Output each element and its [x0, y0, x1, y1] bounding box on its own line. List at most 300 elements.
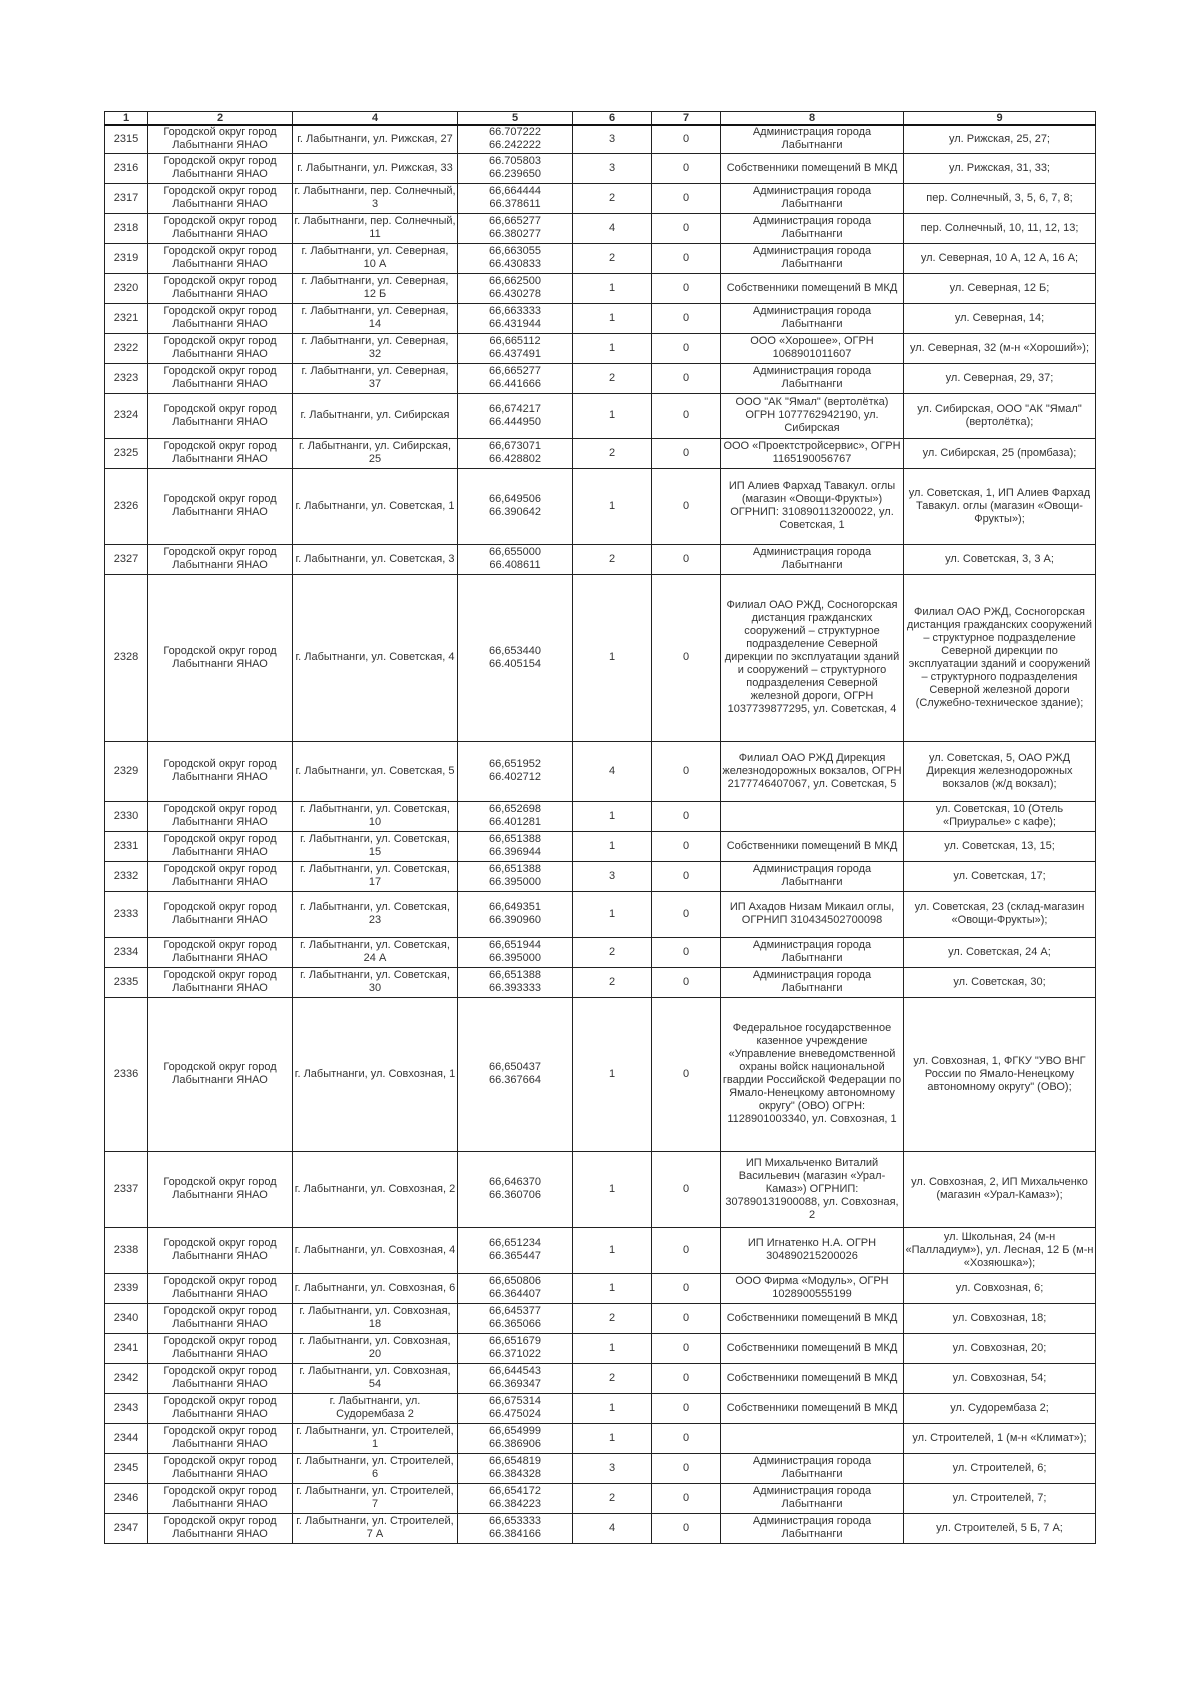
cell-owner: Администрация города Лабытнанги [721, 125, 904, 153]
cell-address: г. Лабытнанги, ул. Советская, 30 [293, 967, 458, 997]
cell-address: г. Лабытнанги, ул. Советская, 1 [293, 468, 458, 544]
cell-count-col-7: 0 [652, 997, 721, 1151]
cell-served-objects: ул. Северная, 12 Б; [904, 273, 1096, 303]
cell-served-objects: ул. Совхозная, 20; [904, 1333, 1096, 1363]
cell-municipality: Городской округ город Лабытнанги ЯНАО [148, 801, 293, 831]
cell-coordinates: 66,649351 66.390960 [458, 891, 573, 937]
cell-count-col-6: 1 [573, 997, 652, 1151]
cell-address: г. Лабытнанги, ул. Советская, 23 [293, 891, 458, 937]
cell-count-col-6: 4 [573, 1513, 652, 1543]
cell-municipality: Городской округ город Лабытнанги ЯНАО [148, 891, 293, 937]
cell-count-col-6: 1 [573, 273, 652, 303]
cell-row-number: 2344 [105, 1423, 148, 1453]
cell-row-number: 2340 [105, 1303, 148, 1333]
cell-coordinates: 66,649506 66.390642 [458, 468, 573, 544]
cell-row-number: 2315 [105, 125, 148, 153]
cell-coordinates: 66,645377 66.365066 [458, 1303, 573, 1333]
cell-coordinates: 66,651944 66.395000 [458, 937, 573, 967]
cell-count-col-7: 0 [652, 333, 721, 363]
cell-owner: Собственники помещений В МКД [721, 1393, 904, 1423]
cell-owner: Собственники помещений В МКД [721, 1303, 904, 1333]
cell-count-col-6: 3 [573, 1453, 652, 1483]
cell-owner: ИП Алиев Фархад Тавакул. оглы (магазин «Овощи-Фрукты») ОГРНИП: 310890113200022, ул. Советская, 1 [721, 468, 904, 544]
table-row [105, 243, 1096, 273]
cell-address: г. Лабытнанги, ул. Северная, 10 А [293, 243, 458, 273]
cell-count-col-6: 2 [573, 363, 652, 393]
cell-municipality: Городской округ город Лабытнанги ЯНАО [148, 393, 293, 438]
cell-address: г. Лабытнанги, ул. Совхозная, 6 [293, 1273, 458, 1303]
cell-municipality: Городской округ город Лабытнанги ЯНАО [148, 303, 293, 333]
cell-municipality: Городской округ город Лабытнанги ЯНАО [148, 363, 293, 393]
cell-owner: Администрация города Лабытнанги [721, 183, 904, 213]
cell-count-col-7: 0 [652, 801, 721, 831]
cell-address: г. Лабытнанги, ул. Северная, 14 [293, 303, 458, 333]
cell-municipality: Городской округ город Лабытнанги ЯНАО [148, 1483, 293, 1513]
cell-served-objects: ул. Советская, 13, 15; [904, 831, 1096, 861]
column-header-coordinates: 5 [458, 112, 573, 126]
cell-count-col-6: 1 [573, 1273, 652, 1303]
cell-municipality: Городской округ город Лабытнанги ЯНАО [148, 1513, 293, 1543]
cell-count-col-6: 4 [573, 741, 652, 801]
cell-address: г. Лабытнанги, ул. Совхозная, 4 [293, 1227, 458, 1273]
cell-coordinates: 66,650437 66.367664 [458, 997, 573, 1151]
cell-count-col-6: 1 [573, 1423, 652, 1453]
cell-address: г. Лабытнанги, ул. Советская, 4 [293, 574, 458, 741]
cell-owner: ИП Игнатенко Н.А. ОГРН 304890215200026 [721, 1227, 904, 1273]
table-row [105, 1423, 1096, 1453]
cell-address: г. Лабытнанги, ул. Советская, 10 [293, 801, 458, 831]
table-row [105, 741, 1096, 801]
cell-coordinates: 66,654172 66.384223 [458, 1483, 573, 1513]
cell-served-objects: ул. Строителей, 1 (м-н «Климат»); [904, 1423, 1096, 1453]
cell-count-col-7: 0 [652, 544, 721, 574]
column-header-row-number: 1 [105, 112, 148, 126]
cell-count-col-7: 0 [652, 125, 721, 153]
table-row [105, 273, 1096, 303]
table-row [105, 1303, 1096, 1333]
table-row [105, 438, 1096, 468]
cell-municipality: Городской округ город Лабытнанги ЯНАО [148, 1151, 293, 1227]
cell-count-col-7: 0 [652, 153, 721, 183]
cell-served-objects: ул. Сибирская, ООО "АК "Ямал" (вертолётка); [904, 393, 1096, 438]
table-row [105, 363, 1096, 393]
table-row [105, 937, 1096, 967]
cell-owner: Администрация города Лабытнанги [721, 303, 904, 333]
cell-row-number: 2345 [105, 1453, 148, 1483]
cell-row-number: 2334 [105, 937, 148, 967]
table-row [105, 1151, 1096, 1227]
data-table [104, 111, 1096, 1544]
cell-address: г. Лабытнанги, ул. Сибирская [293, 393, 458, 438]
cell-coordinates: 66,653333 66.384166 [458, 1513, 573, 1543]
cell-address: г. Лабытнанги, ул. Совхозная, 54 [293, 1363, 458, 1393]
cell-municipality: Городской округ город Лабытнанги ЯНАО [148, 544, 293, 574]
cell-owner: Филиал ОАО РЖД, Сосногорская дистанция гражданских сооружений – структурное подразделение Северной дирекции по эксплуатации зданий и сооружений – структурного подразделения Северной железной дороги, ОГРН 1037739877295, ул. Советская, 4 [721, 574, 904, 741]
cell-count-col-7: 0 [652, 1333, 721, 1363]
cell-served-objects: ул. Северная, 29, 37; [904, 363, 1096, 393]
table-row [105, 1483, 1096, 1513]
cell-coordinates: 66,651679 66.371022 [458, 1333, 573, 1363]
cell-served-objects: ул. Строителей, 6; [904, 1453, 1096, 1483]
cell-count-col-7: 0 [652, 1513, 721, 1543]
cell-owner [721, 801, 904, 831]
cell-row-number: 2342 [105, 1363, 148, 1393]
cell-count-col-6: 2 [573, 1363, 652, 1393]
cell-served-objects: ул. Строителей, 5 Б, 7 А; [904, 1513, 1096, 1543]
table-row [105, 997, 1096, 1151]
cell-coordinates: 66,646370 66.360706 [458, 1151, 573, 1227]
table-row [105, 1273, 1096, 1303]
cell-served-objects: ул. Совхозная, 1, ФГКУ "УВО ВНГ России по Ямало-Ненецкому автономному округу" (ОВО); [904, 997, 1096, 1151]
cell-served-objects: ул. Совхозная, 6; [904, 1273, 1096, 1303]
cell-served-objects: ул. Советская, 17; [904, 861, 1096, 891]
cell-served-objects: ул. Рижская, 25, 27; [904, 125, 1096, 153]
cell-count-col-6: 1 [573, 393, 652, 438]
cell-municipality: Городской округ город Лабытнанги ЯНАО [148, 861, 293, 891]
cell-count-col-6: 1 [573, 574, 652, 741]
cell-municipality: Городской округ город Лабытнанги ЯНАО [148, 125, 293, 153]
cell-count-col-7: 0 [652, 183, 721, 213]
cell-count-col-7: 0 [652, 861, 721, 891]
cell-row-number: 2333 [105, 891, 148, 937]
cell-coordinates: 66,655000 66.408611 [458, 544, 573, 574]
cell-row-number: 2320 [105, 273, 148, 303]
cell-owner: Администрация города Лабытнанги [721, 967, 904, 997]
cell-count-col-6: 2 [573, 967, 652, 997]
cell-coordinates: 66,651952 66.402712 [458, 741, 573, 801]
cell-row-number: 2336 [105, 997, 148, 1151]
table-row [105, 333, 1096, 363]
cell-count-col-7: 0 [652, 273, 721, 303]
table-row [105, 891, 1096, 937]
cell-row-number: 2332 [105, 861, 148, 891]
cell-coordinates: 66,663055 66.430833 [458, 243, 573, 273]
cell-owner: ООО «Проектстройсервис», ОГРН 1165190056767 [721, 438, 904, 468]
cell-owner: Администрация города Лабытнанги [721, 861, 904, 891]
cell-row-number: 2316 [105, 153, 148, 183]
cell-municipality: Городской округ город Лабытнанги ЯНАО [148, 183, 293, 213]
cell-count-col-7: 0 [652, 1453, 721, 1483]
table-row [105, 183, 1096, 213]
cell-address: г. Лабытнанги, пер. Солнечный, 3 [293, 183, 458, 213]
table-row [105, 125, 1096, 153]
cell-municipality: Городской округ город Лабытнанги ЯНАО [148, 997, 293, 1151]
cell-municipality: Городской округ город Лабытнанги ЯНАО [148, 1273, 293, 1303]
cell-served-objects: ул. Советская, 24 А; [904, 937, 1096, 967]
cell-served-objects: ул. Советская, 10 (Отель «Приуралье» с кафе); [904, 801, 1096, 831]
cell-owner: Собственники помещений В МКД [721, 273, 904, 303]
cell-count-col-7: 0 [652, 1227, 721, 1273]
cell-row-number: 2325 [105, 438, 148, 468]
cell-address: г. Лабытнанги, ул. Строителей, 1 [293, 1423, 458, 1453]
cell-row-number: 2347 [105, 1513, 148, 1543]
cell-municipality: Городской округ город Лабытнанги ЯНАО [148, 1393, 293, 1423]
table-row [105, 393, 1096, 438]
cell-count-col-7: 0 [652, 1393, 721, 1423]
cell-count-col-6: 1 [573, 303, 652, 333]
cell-served-objects: ул. Советская, 5, ОАО РЖД Дирекция железнодорожных вокзалов (ж/д вокзал); [904, 741, 1096, 801]
cell-count-col-6: 2 [573, 183, 652, 213]
cell-served-objects: Филиал ОАО РЖД, Сосногорская дистанция гражданских сооружений – структурное подразделение Северной дирекции по эксплуатации зданий и сооружений – структурного подразделения Северной железной дороги (Служебно-техническое здание); [904, 574, 1096, 741]
cell-count-col-6: 1 [573, 1227, 652, 1273]
table-row [105, 861, 1096, 891]
table-row [105, 1363, 1096, 1393]
cell-count-col-6: 1 [573, 468, 652, 544]
cell-coordinates: 66,663333 66.431944 [458, 303, 573, 333]
cell-owner: Администрация города Лабытнанги [721, 544, 904, 574]
cell-address: г. Лабытнанги, ул. Советская, 24 А [293, 937, 458, 967]
cell-count-col-6: 3 [573, 153, 652, 183]
cell-count-col-7: 0 [652, 363, 721, 393]
cell-served-objects: ул. Сибирская, 25 (промбаза); [904, 438, 1096, 468]
cell-owner: Собственники помещений В МКД [721, 1333, 904, 1363]
cell-municipality: Городской округ город Лабытнанги ЯНАО [148, 273, 293, 303]
column-header-municipality: 2 [148, 112, 293, 126]
cell-served-objects: ул. Совхозная, 54; [904, 1363, 1096, 1393]
cell-coordinates: 66,665277 66.441666 [458, 363, 573, 393]
table-row [105, 574, 1096, 741]
cell-served-objects: ул. Рижская, 31, 33; [904, 153, 1096, 183]
cell-municipality: Городской округ город Лабытнанги ЯНАО [148, 1363, 293, 1393]
cell-coordinates: 66.705803 66.239650 [458, 153, 573, 183]
cell-count-col-6: 2 [573, 438, 652, 468]
cell-count-col-6: 2 [573, 544, 652, 574]
cell-address: г. Лабытнанги, ул. Северная, 12 Б [293, 273, 458, 303]
cell-count-col-6: 2 [573, 1303, 652, 1333]
table-body [105, 125, 1096, 1543]
cell-municipality: Городской округ город Лабытнанги ЯНАО [148, 1227, 293, 1273]
cell-coordinates: 66,674217 66.444950 [458, 393, 573, 438]
cell-count-col-6: 1 [573, 1151, 652, 1227]
table-row [105, 1227, 1096, 1273]
cell-count-col-7: 0 [652, 1151, 721, 1227]
cell-count-col-6: 1 [573, 1333, 652, 1363]
cell-coordinates: 66,651388 66.393333 [458, 967, 573, 997]
cell-coordinates: 66,662500 66.430278 [458, 273, 573, 303]
cell-owner: ООО «Хорошее», ОГРН 1068901011607 [721, 333, 904, 363]
cell-count-col-7: 0 [652, 1303, 721, 1333]
table-row [105, 967, 1096, 997]
cell-owner: Администрация города Лабытнанги [721, 1513, 904, 1543]
cell-municipality: Городской округ город Лабытнанги ЯНАО [148, 1303, 293, 1333]
cell-address: г. Лабытнанги, ул. Советская, 17 [293, 861, 458, 891]
cell-owner: Федеральное государственное казенное учреждение «Управление вневедомственной охраны войск национальной гвардии Российской Федерации по Ямало-Ненецкому автономному округу" (ОВО) ОГРН: 1128901003340, ул. Совхозная, 1 [721, 997, 904, 1151]
cell-municipality: Городской округ город Лабытнанги ЯНАО [148, 468, 293, 544]
cell-address: г. Лабытнанги, ул. Совхозная, 2 [293, 1151, 458, 1227]
cell-municipality: Городской округ город Лабытнанги ЯНАО [148, 831, 293, 861]
cell-served-objects: пер. Солнечный, 3, 5, 6, 7, 8; [904, 183, 1096, 213]
cell-row-number: 2317 [105, 183, 148, 213]
cell-row-number: 2337 [105, 1151, 148, 1227]
cell-municipality: Городской округ город Лабытнанги ЯНАО [148, 243, 293, 273]
cell-address: г. Лабытнанги, ул. Советская, 15 [293, 831, 458, 861]
cell-coordinates: 66,650806 66.364407 [458, 1273, 573, 1303]
cell-count-col-7: 0 [652, 967, 721, 997]
cell-count-col-7: 0 [652, 1483, 721, 1513]
cell-row-number: 2324 [105, 393, 148, 438]
cell-count-col-6: 3 [573, 861, 652, 891]
cell-municipality: Городской округ город Лабытнанги ЯНАО [148, 1423, 293, 1453]
cell-coordinates: 66,651234 66.365447 [458, 1227, 573, 1273]
cell-row-number: 2346 [105, 1483, 148, 1513]
column-header-owner: 8 [721, 112, 904, 126]
cell-owner: Филиал ОАО РЖД Дирекция железнодорожных вокзалов, ОГРН 2177746407067, ул. Советская, 5 [721, 741, 904, 801]
cell-count-col-6: 1 [573, 831, 652, 861]
table-row [105, 213, 1096, 243]
cell-count-col-7: 0 [652, 741, 721, 801]
cell-count-col-7: 0 [652, 1273, 721, 1303]
cell-row-number: 2339 [105, 1273, 148, 1303]
table-row [105, 544, 1096, 574]
cell-count-col-7: 0 [652, 243, 721, 273]
cell-row-number: 2329 [105, 741, 148, 801]
cell-row-number: 2318 [105, 213, 148, 243]
cell-count-col-6: 1 [573, 801, 652, 831]
cell-count-col-7: 0 [652, 574, 721, 741]
cell-municipality: Городской округ город Лабытнанги ЯНАО [148, 153, 293, 183]
cell-municipality: Городской округ город Лабытнанги ЯНАО [148, 967, 293, 997]
cell-owner: ИП Ахадов Низам Микаил оглы, ОГРНИП 310434502700098 [721, 891, 904, 937]
cell-count-col-7: 0 [652, 438, 721, 468]
cell-served-objects: ул. Северная, 14; [904, 303, 1096, 333]
cell-count-col-6: 1 [573, 333, 652, 363]
cell-count-col-6: 2 [573, 937, 652, 967]
cell-coordinates: 66,654819 66.384328 [458, 1453, 573, 1483]
cell-served-objects: ул. Северная, 32 (м-н «Хороший»); [904, 333, 1096, 363]
cell-served-objects: ул. Совхозная, 18; [904, 1303, 1096, 1333]
cell-coordinates: 66,664444 66.378611 [458, 183, 573, 213]
cell-owner: Собственники помещений В МКД [721, 153, 904, 183]
cell-coordinates: 66,675314 66.475024 [458, 1393, 573, 1423]
cell-coordinates: 66,665112 66.437491 [458, 333, 573, 363]
cell-address: г. Лабытнанги, ул. Рижская, 27 [293, 125, 458, 153]
cell-served-objects: пер. Солнечный, 10, 11, 12, 13; [904, 213, 1096, 243]
cell-municipality: Городской округ город Лабытнанги ЯНАО [148, 574, 293, 741]
cell-row-number: 2326 [105, 468, 148, 544]
cell-row-number: 2327 [105, 544, 148, 574]
cell-count-col-7: 0 [652, 1363, 721, 1393]
cell-served-objects: ул. Школьная, 24 (м-н «Палладиум»), ул. Лесная, 12 Б (м-н «Хозяюшка»); [904, 1227, 1096, 1273]
cell-municipality: Городской округ город Лабытнанги ЯНАО [148, 937, 293, 967]
cell-row-number: 2341 [105, 1333, 148, 1363]
column-header-served-objects: 9 [904, 112, 1096, 126]
cell-municipality: Городской округ город Лабытнанги ЯНАО [148, 1333, 293, 1363]
cell-row-number: 2343 [105, 1393, 148, 1423]
cell-count-col-6: 3 [573, 125, 652, 153]
cell-served-objects: ул. Судорембаза 2; [904, 1393, 1096, 1423]
cell-address: г. Лабытнанги, ул. Строителей, 6 [293, 1453, 458, 1483]
cell-owner: ИП Михальченко Виталий Васильевич (магазин «Урал-Камаз») ОГРНИП: 307890131900088, ул. Совхозная, 2 [721, 1151, 904, 1227]
cell-address: г. Лабытнанги, ул. Северная, 37 [293, 363, 458, 393]
cell-owner: ООО Фирма «Модуль», ОГРН 1028900555199 [721, 1273, 904, 1303]
cell-coordinates: 66,644543 66.369347 [458, 1363, 573, 1393]
cell-count-col-7: 0 [652, 1423, 721, 1453]
column-header-count-col-7: 7 [652, 112, 721, 126]
cell-row-number: 2323 [105, 363, 148, 393]
cell-row-number: 2328 [105, 574, 148, 741]
cell-count-col-6: 2 [573, 1483, 652, 1513]
cell-address: г. Лабытнанги, ул. Совхозная, 20 [293, 1333, 458, 1363]
cell-owner: Администрация города Лабытнанги [721, 363, 904, 393]
table-row [105, 801, 1096, 831]
cell-municipality: Городской округ город Лабытнанги ЯНАО [148, 213, 293, 243]
cell-coordinates: 66,653440 66.405154 [458, 574, 573, 741]
cell-address: г. Лабытнанги, ул. Строителей, 7 [293, 1483, 458, 1513]
cell-municipality: Городской округ город Лабытнанги ЯНАО [148, 438, 293, 468]
cell-coordinates: 66,673071 66.428802 [458, 438, 573, 468]
cell-served-objects: ул. Строителей, 7; [904, 1483, 1096, 1513]
cell-count-col-7: 0 [652, 891, 721, 937]
cell-owner: Администрация города Лабытнанги [721, 937, 904, 967]
cell-owner: Администрация города Лабытнанги [721, 243, 904, 273]
cell-count-col-7: 0 [652, 393, 721, 438]
table-row [105, 1333, 1096, 1363]
table-row [105, 1453, 1096, 1483]
cell-row-number: 2338 [105, 1227, 148, 1273]
cell-coordinates: 66,665277 66.380277 [458, 213, 573, 243]
cell-owner: Администрация города Лабытнанги [721, 213, 904, 243]
cell-address: г. Лабытнанги, ул. Советская, 3 [293, 544, 458, 574]
cell-count-col-6: 4 [573, 213, 652, 243]
cell-address: г. Лабытнанги, ул. Северная, 32 [293, 333, 458, 363]
cell-count-col-6: 1 [573, 1393, 652, 1423]
table-row [105, 1393, 1096, 1423]
cell-count-col-7: 0 [652, 831, 721, 861]
cell-address: г. Лабытнанги, ул. Советская, 5 [293, 741, 458, 801]
cell-count-col-7: 0 [652, 303, 721, 333]
cell-coordinates: 66,651388 66.395000 [458, 861, 573, 891]
table-row [105, 831, 1096, 861]
cell-row-number: 2335 [105, 967, 148, 997]
cell-owner: Собственники помещений В МКД [721, 831, 904, 861]
cell-owner: Администрация города Лабытнанги [721, 1453, 904, 1483]
header-row [105, 112, 1096, 126]
cell-coordinates: 66,652698 66.401281 [458, 801, 573, 831]
cell-served-objects: ул. Северная, 10 А, 12 А, 16 А; [904, 243, 1096, 273]
cell-municipality: Городской округ город Лабытнанги ЯНАО [148, 741, 293, 801]
cell-municipality: Городской округ город Лабытнанги ЯНАО [148, 1453, 293, 1483]
cell-served-objects: ул. Советская, 3, 3 А; [904, 544, 1096, 574]
table-row [105, 153, 1096, 183]
cell-served-objects: ул. Советская, 30; [904, 967, 1096, 997]
cell-address: г. Лабытнанги, ул. Рижская, 33 [293, 153, 458, 183]
cell-owner: Собственники помещений В МКД [721, 1363, 904, 1393]
cell-owner: ООО "АК "Ямал" (вертолётка) ОГРН 1077762942190, ул. Сибирская [721, 393, 904, 438]
cell-row-number: 2331 [105, 831, 148, 861]
cell-address: г. Лабытнанги, ул. Судорембаза 2 [293, 1393, 458, 1423]
cell-row-number: 2321 [105, 303, 148, 333]
cell-coordinates: 66.707222 66.242222 [458, 125, 573, 153]
cell-row-number: 2330 [105, 801, 148, 831]
cell-address: г. Лабытнанги, ул. Совхозная, 18 [293, 1303, 458, 1333]
table-row [105, 468, 1096, 544]
cell-row-number: 2319 [105, 243, 148, 273]
cell-address: г. Лабытнанги, ул. Строителей, 7 А [293, 1513, 458, 1543]
cell-row-number: 2322 [105, 333, 148, 363]
cell-municipality: Городской округ город Лабытнанги ЯНАО [148, 333, 293, 363]
cell-address: г. Лабытнанги, ул. Сибирская, 25 [293, 438, 458, 468]
cell-coordinates: 66,651388 66.396944 [458, 831, 573, 861]
table-row [105, 303, 1096, 333]
cell-count-col-7: 0 [652, 213, 721, 243]
cell-coordinates: 66,654999 66.386906 [458, 1423, 573, 1453]
cell-count-col-7: 0 [652, 937, 721, 967]
cell-owner: Администрация города Лабытнанги [721, 1483, 904, 1513]
cell-count-col-6: 2 [573, 243, 652, 273]
table-row [105, 1513, 1096, 1543]
cell-served-objects: ул. Советская, 23 (склад-магазин «Овощи-Фрукты»); [904, 891, 1096, 937]
cell-served-objects: ул. Советская, 1, ИП Алиев Фархад Тавакул. оглы (магазин «Овощи-Фрукты»); [904, 468, 1096, 544]
